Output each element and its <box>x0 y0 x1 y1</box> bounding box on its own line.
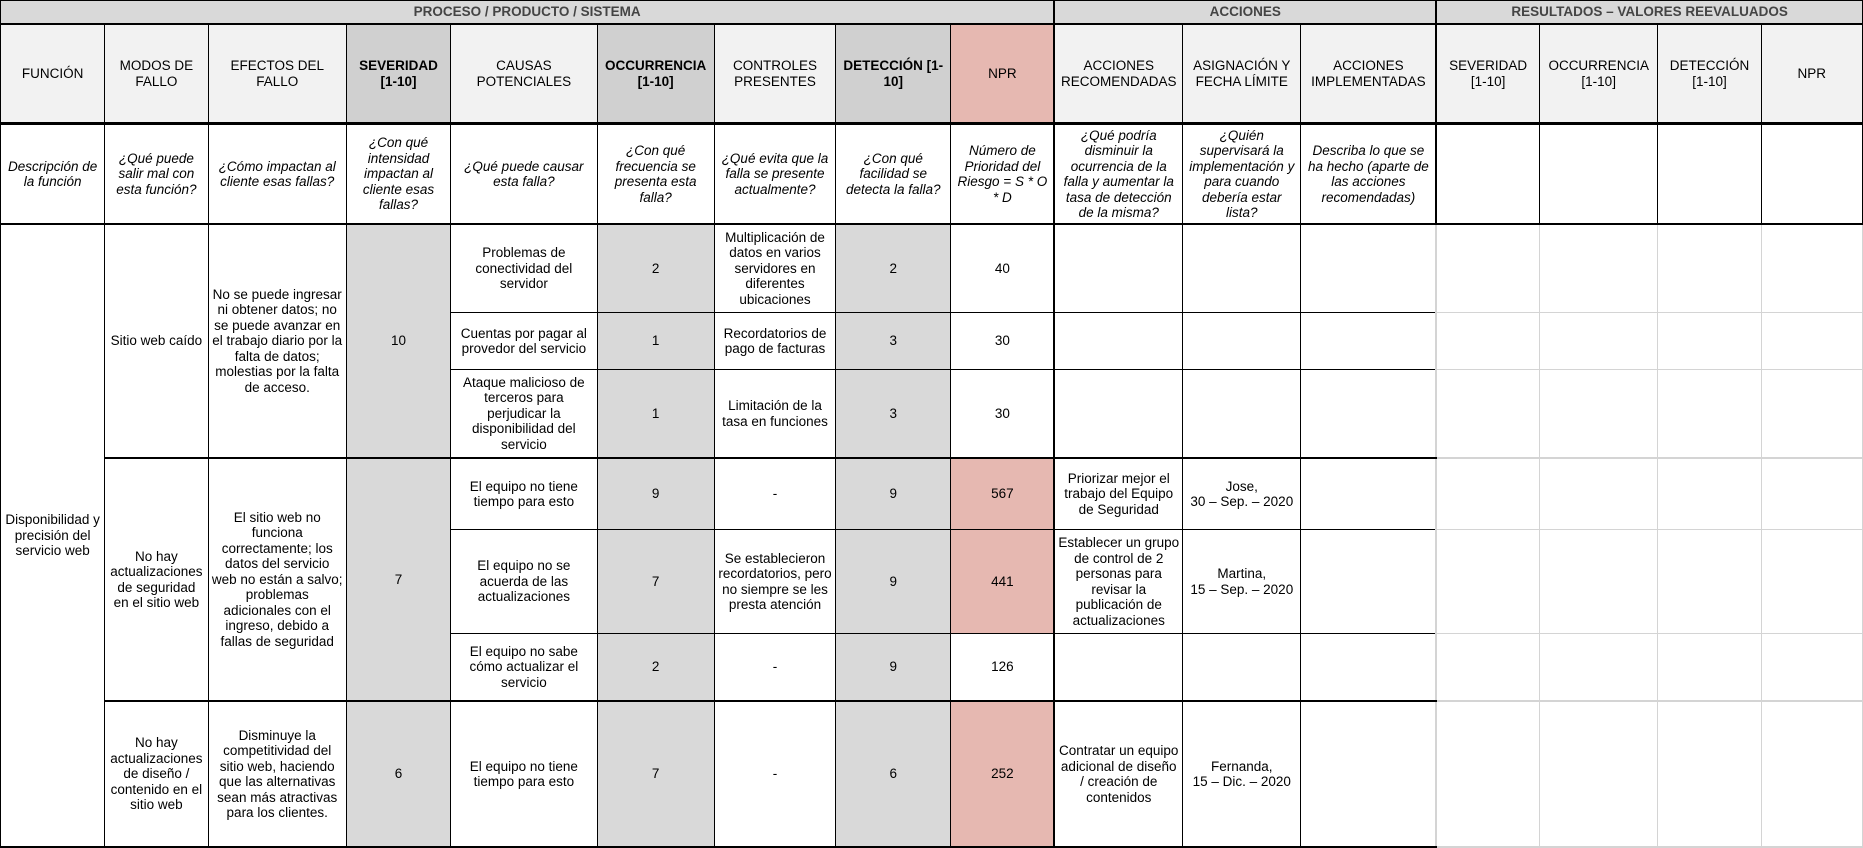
recommended-action-cell <box>1054 634 1182 702</box>
header-deteccion: DETECCIÓN [1-10] <box>836 24 951 124</box>
question-r-empty <box>1436 124 1539 225</box>
question-funcion: Descripción de la función <box>1 124 105 225</box>
header-acciones-recomendadas: ACCIONES RECOMENDADAS <box>1054 24 1182 124</box>
reeval-detection-cell <box>1658 370 1761 459</box>
control-cell: Se establecieron recordatorios, pero no siempre se les presta atención <box>714 530 835 634</box>
reeval-detection-cell <box>1658 224 1761 313</box>
recommended-action-cell <box>1054 370 1182 459</box>
reeval-occurrence-cell <box>1540 458 1658 530</box>
header-r-severidad: SEVERIDAD [1-10] <box>1436 24 1539 124</box>
recommended-action-cell: Contratar un equipo adicional de diseño / creación de contenidos <box>1054 701 1182 847</box>
header-asignacion: ASIGNACIÓN Y FECHA LÍMITE <box>1183 24 1301 124</box>
reeval-occurrence-cell <box>1540 530 1658 634</box>
implemented-action-cell <box>1301 634 1436 702</box>
occurrence-cell: 2 <box>597 224 714 313</box>
occurrence-cell: 7 <box>597 530 714 634</box>
question-deteccion: ¿Con qué facilidad se detecta la falla? <box>836 124 951 225</box>
npr-cell: 567 <box>951 458 1054 530</box>
control-cell: Recordatorios de pago de facturas <box>714 313 835 370</box>
reeval-npr-cell <box>1761 530 1862 634</box>
question-row <box>1 124 1863 225</box>
control-cell: Multiplicación de datos en varios servidores en diferentes ubicaciones <box>714 224 835 313</box>
header-modos: MODOS DE FALLO <box>105 24 208 124</box>
question-modos: ¿Qué puede salir mal con esta función? <box>105 124 208 225</box>
header-occurrencia: OCCURRENCIA [1-10] <box>597 24 714 124</box>
recommended-action-cell <box>1054 313 1182 370</box>
table-row <box>1 701 1863 847</box>
reeval-occurrence-cell <box>1540 701 1658 847</box>
question-acciones-implementadas: Describa lo que se ha hecho (aparte de las acciones recomendadas) <box>1301 124 1436 225</box>
severity-cell: 6 <box>346 701 450 847</box>
reeval-npr-cell <box>1761 701 1862 847</box>
detection-cell: 6 <box>836 701 951 847</box>
reeval-severity-cell <box>1436 701 1539 847</box>
npr-cell: 252 <box>951 701 1054 847</box>
assignment-cell <box>1183 370 1301 459</box>
reeval-severity-cell <box>1436 634 1539 702</box>
header-controles: CONTROLES PRESENTES <box>714 24 835 124</box>
header-r-occurrencia: OCCURRENCIA [1-10] <box>1540 24 1658 124</box>
npr-cell: 30 <box>951 370 1054 459</box>
control-cell: - <box>714 458 835 530</box>
failure-effect-cell: Disminuye la competitividad del sitio web, haciendo que las alternativas sean más atractivas para los clientes. <box>208 701 346 847</box>
implemented-action-cell <box>1301 530 1436 634</box>
function-cell: Disponibilidad y precisión del servicio web <box>1 224 105 847</box>
occurrence-cell: 1 <box>597 370 714 459</box>
cause-cell: El equipo no se acuerda de las actualizaciones <box>451 530 597 634</box>
question-asignacion: ¿Quién supervisará la implementación y para cuando debería estar lista? <box>1183 124 1301 225</box>
recommended-action-cell: Priorizar mejor el trabajo del Equipo de Seguridad <box>1054 458 1182 530</box>
section-proceso: PROCESO / PRODUCTO / SISTEMA <box>1 1 1055 25</box>
occurrence-cell: 9 <box>597 458 714 530</box>
question-occurrencia: ¿Con qué frecuencia se presenta esta falla? <box>597 124 714 225</box>
cause-cell: El equipo no tiene tiempo para esto <box>451 701 597 847</box>
question-severidad: ¿Con qué intensidad impactan al cliente esas fallas? <box>346 124 450 225</box>
occurrence-cell: 7 <box>597 701 714 847</box>
reeval-detection-cell <box>1658 530 1761 634</box>
implemented-action-cell <box>1301 701 1436 847</box>
failure-mode-cell: No hay actualizaciones de seguridad en el sitio web <box>105 458 208 701</box>
reeval-severity-cell <box>1436 224 1539 313</box>
reeval-occurrence-cell <box>1540 224 1658 313</box>
detection-cell: 3 <box>836 313 951 370</box>
failure-mode-cell: No hay actualizaciones de diseño / contenido en el sitio web <box>105 701 208 847</box>
reeval-detection-cell <box>1658 701 1761 847</box>
header-r-npr: NPR <box>1761 24 1862 124</box>
assignment-cell: Jose, 30 – Sep. – 2020 <box>1183 458 1301 530</box>
detection-cell: 3 <box>836 370 951 459</box>
detection-cell: 2 <box>836 224 951 313</box>
header-efectos: EFECTOS DEL FALLO <box>208 24 346 124</box>
implemented-action-cell <box>1301 224 1436 313</box>
question-acciones-recomendadas: ¿Qué podría disminuir la ocurrencia de la falla y aumentar la tasa de detección de la misma? <box>1054 124 1182 225</box>
reeval-severity-cell <box>1436 313 1539 370</box>
reeval-occurrence-cell <box>1540 313 1658 370</box>
reeval-npr-cell <box>1761 634 1862 702</box>
table-row <box>1 224 1863 313</box>
npr-cell: 40 <box>951 224 1054 313</box>
reeval-detection-cell <box>1658 458 1761 530</box>
reeval-severity-cell <box>1436 370 1539 459</box>
reeval-severity-cell <box>1436 458 1539 530</box>
occurrence-cell: 1 <box>597 313 714 370</box>
assignment-cell: Martina, 15 – Sep. – 2020 <box>1183 530 1301 634</box>
control-cell: - <box>714 701 835 847</box>
recommended-action-cell: Establecer un grupo de control de 2 personas para revisar la publicación de actualizaciones <box>1054 530 1182 634</box>
cause-cell: Ataque malicioso de terceros para perjudicar la disponibilidad del servicio <box>451 370 597 459</box>
reeval-occurrence-cell <box>1540 634 1658 702</box>
cause-cell: Cuentas por pagar al provedor del servicio <box>451 313 597 370</box>
fmea-body <box>1 224 1863 847</box>
header-severidad: SEVERIDAD [1-10] <box>346 24 450 124</box>
header-causas: CAUSAS POTENCIALES <box>451 24 597 124</box>
cause-cell: Problemas de conectividad del servidor <box>451 224 597 313</box>
reeval-severity-cell <box>1436 530 1539 634</box>
header-r-deteccion: DETECCIÓN [1-10] <box>1658 24 1761 124</box>
reeval-npr-cell <box>1761 313 1862 370</box>
reeval-detection-cell <box>1658 634 1761 702</box>
question-npr: Número de Prioridad del Riesgo = S * O * D <box>951 124 1054 225</box>
question-efectos: ¿Cómo impactan al cliente esas fallas? <box>208 124 346 225</box>
assignment-cell <box>1183 313 1301 370</box>
header-funcion: FUNCIÓN <box>1 24 105 124</box>
npr-cell: 441 <box>951 530 1054 634</box>
section-resultados: RESULTADOS – VALORES REEVALUADOS <box>1436 1 1862 25</box>
section-header-row <box>1 1 1863 25</box>
question-r-empty <box>1540 124 1658 225</box>
question-r-empty <box>1658 124 1761 225</box>
detection-cell: 9 <box>836 634 951 702</box>
column-header-row <box>1 24 1863 124</box>
assignment-cell: Fernanda, 15 – Dic. – 2020 <box>1183 701 1301 847</box>
failure-mode-cell: Sitio web caído <box>105 224 208 458</box>
reeval-npr-cell <box>1761 458 1862 530</box>
recommended-action-cell <box>1054 224 1182 313</box>
npr-cell: 126 <box>951 634 1054 702</box>
implemented-action-cell <box>1301 458 1436 530</box>
npr-cell: 30 <box>951 313 1054 370</box>
header-npr: NPR <box>951 24 1054 124</box>
implemented-action-cell <box>1301 370 1436 459</box>
control-cell: Limitación de la tasa en funciones <box>714 370 835 459</box>
question-r-empty <box>1761 124 1862 225</box>
cause-cell: El equipo no tiene tiempo para esto <box>451 458 597 530</box>
assignment-cell <box>1183 224 1301 313</box>
reeval-npr-cell <box>1761 224 1862 313</box>
failure-effect-cell: No se puede ingresar ni obtener datos; no se puede avanzar en el trabajo diario por la falta de datos; molestias por la falta de acceso. <box>208 224 346 458</box>
implemented-action-cell <box>1301 313 1436 370</box>
failure-effect-cell: El sitio web no funciona correctamente; los datos del servicio web no están a salvo; problemas adicionales con el ingreso, debido a fallas de seguridad <box>208 458 346 701</box>
reeval-detection-cell <box>1658 313 1761 370</box>
assignment-cell <box>1183 634 1301 702</box>
detection-cell: 9 <box>836 458 951 530</box>
severity-cell: 7 <box>346 458 450 701</box>
header-acciones-implementadas: ACCIONES IMPLEMENTADAS <box>1301 24 1436 124</box>
question-causas: ¿Qué puede causar esta falla? <box>451 124 597 225</box>
cause-cell: El equipo no sabe cómo actualizar el servicio <box>451 634 597 702</box>
table-row <box>1 458 1863 530</box>
section-acciones: ACCIONES <box>1054 1 1436 25</box>
severity-cell: 10 <box>346 224 450 458</box>
control-cell: - <box>714 634 835 702</box>
detection-cell: 9 <box>836 530 951 634</box>
reeval-occurrence-cell <box>1540 370 1658 459</box>
question-controles: ¿Qué evita que la falla se presente actualmente? <box>714 124 835 225</box>
reeval-npr-cell <box>1761 370 1862 459</box>
occurrence-cell: 2 <box>597 634 714 702</box>
